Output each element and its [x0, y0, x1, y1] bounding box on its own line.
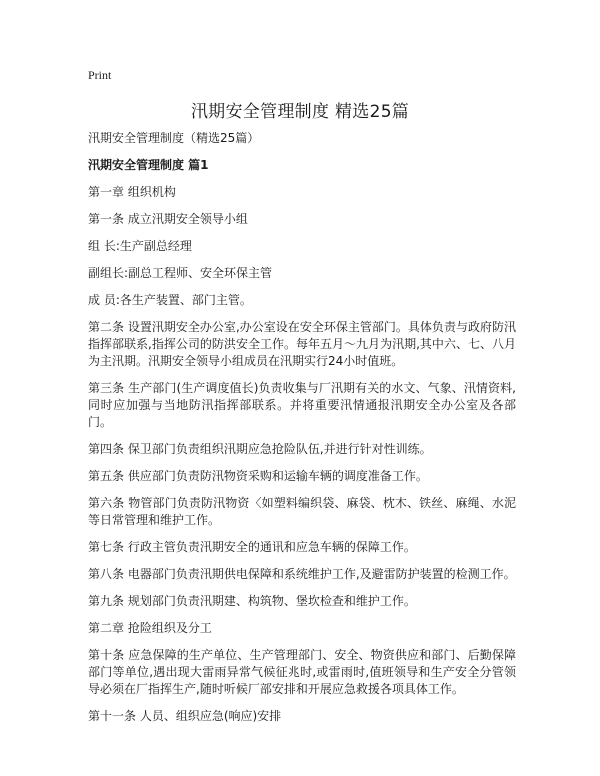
- article-line: 组 长:生产副总经理: [88, 239, 192, 253]
- article-paragraph: 第二条 设置汛期安全办公室,办公室设在安全环保主管部门。具体负责与政府防汛指挥部联系,指挥公司的防洪安全工作。每年五月～九月为汛期,其中六、七、八月为主汛期。汛期安全领导小组成员在汛期实行24小时值班。: [88, 320, 516, 368]
- section-heading: 汛期安全管理制度 篇1: [88, 158, 209, 172]
- article-paragraph: 第三条 生产部门(生产调度值长)负责收集与厂汛期有关的水文、气象、汛情资料,同时应加强与当地防汛指挥部联系。并将重要汛情通报汛期安全办公室及各部门。: [88, 381, 516, 429]
- print-link[interactable]: Print: [88, 68, 112, 82]
- chapter-heading: 第一章 组织机构: [88, 185, 176, 199]
- document-body: [88, 130, 516, 735]
- article-paragraph: 第六条 物管部门负责防汛物资〈如塑料编织袋、麻袋、枕木、铁丝、麻绳、水泥等日常管理和维护工作。: [88, 496, 516, 527]
- article-line: 成 员:各生产装置、部门主管。: [88, 293, 252, 307]
- article-line: 第一条 成立汛期安全领导小组: [88, 212, 248, 226]
- article-line: 第十一条 人员、组织应急(响应)安排: [88, 709, 282, 723]
- article-paragraph: 第十条 应急保障的生产单位、生产管理部门、安全、物资供应和部门、后勤保障部门等单位,遇出现大雷雨异常气候征兆时,或雷雨时,值班领导和生产安全分管领导必须在厂指挥生产,随时听候厂部安排和开展应急救援各项具体工作。: [88, 648, 516, 696]
- article-line: 第八条 电器部门负责汛期供电保障和系统维护工作,及避雷防护装置的检测工作。: [88, 567, 516, 581]
- article-line: 第七条 行政主管负责汛期安全的通讯和应急车辆的保障工作。: [88, 540, 416, 554]
- article-line: 第五条 供应部门负责防汛物资采购和运输车辆的调度准备工作。: [88, 469, 428, 483]
- document-subtitle: 汛期安全管理制度（精选25篇）: [88, 131, 260, 145]
- article-line: 副组长:副总工程师、安全环保主管: [88, 266, 273, 280]
- document-title: 汛期安全管理制度 精选25篇: [190, 102, 410, 122]
- article-line: 第四条 保卫部门负责组织汛期应急抢险队伍,并进行针对性训练。: [88, 442, 432, 456]
- article-line: 第九条 规划部门负责汛期建、构筑物、堡坎检查和维护工作。: [88, 594, 416, 608]
- chapter-heading: 第二章 抢险组织及分工: [88, 621, 212, 635]
